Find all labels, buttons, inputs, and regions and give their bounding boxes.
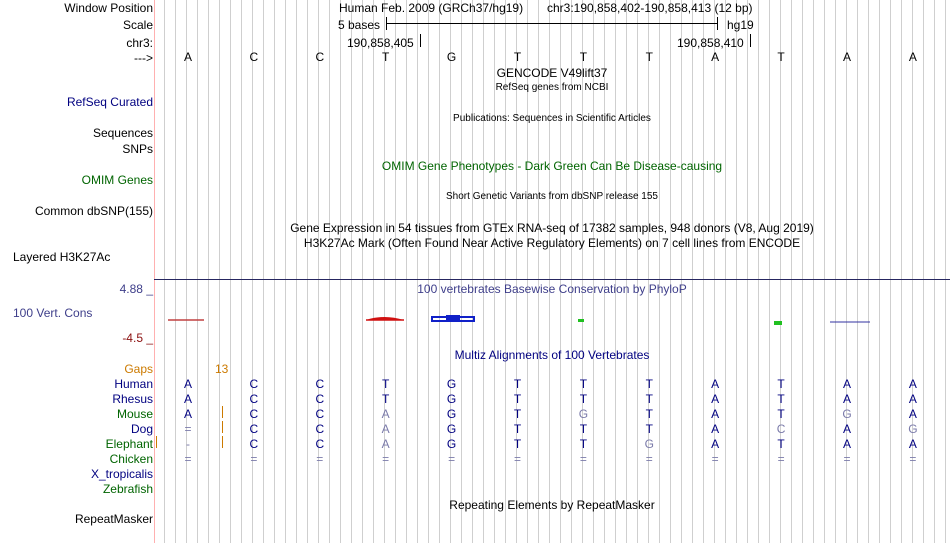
- alignment-base: A: [711, 407, 720, 421]
- gridline: [901, 0, 902, 543]
- gridline: [417, 0, 418, 543]
- scale-bar-left-tick: [386, 17, 387, 30]
- alignment-base: A: [711, 392, 720, 406]
- cons-bar-7: [578, 319, 584, 322]
- gridline: [736, 0, 737, 543]
- cons-bar-10: [774, 321, 782, 325]
- gridline: [164, 0, 165, 543]
- track-label-conservation[interactable]: 100 Vert. Cons: [13, 306, 93, 320]
- gridline: [747, 0, 748, 543]
- gridline: [340, 0, 341, 543]
- alignment-base: T: [645, 407, 653, 421]
- assembly-title: Human Feb. 2009 (GRCh37/hg19): [339, 1, 524, 15]
- track-label-gaps[interactable]: Gaps: [124, 362, 153, 376]
- alignment-base: =: [843, 452, 851, 466]
- alignment-base: =: [777, 452, 785, 466]
- base-letter: T: [382, 50, 390, 64]
- alignment-base: A: [842, 392, 852, 406]
- gridline: [362, 0, 363, 543]
- gridline: [175, 0, 176, 543]
- gridline: [615, 0, 616, 543]
- base-letter: C: [249, 50, 259, 64]
- gridline: [472, 0, 473, 543]
- gridline: [483, 0, 484, 543]
- alignment-base: A: [381, 437, 390, 451]
- gridline: [373, 0, 374, 543]
- base-letter: T: [579, 50, 588, 64]
- scale-bar-right-tick: [717, 17, 718, 30]
- gridline: [791, 0, 792, 543]
- base-letter: T: [645, 50, 653, 64]
- gridline: [890, 0, 891, 543]
- label-divider: [154, 0, 155, 543]
- gap-mark-elephant-a: [222, 436, 223, 448]
- alignment-base: T: [777, 377, 785, 391]
- gridline: [857, 0, 858, 543]
- alignment-base: T: [579, 422, 588, 436]
- coord-left: 190,858,405: [347, 36, 414, 50]
- alignment-base: T: [579, 392, 588, 406]
- alignment-base: G: [446, 422, 457, 436]
- gridline: [923, 0, 924, 543]
- alignment-base: C: [249, 407, 259, 421]
- track-label-refseq[interactable]: RefSeq Curated: [66, 95, 153, 109]
- gridline: [208, 0, 209, 543]
- gridline: [626, 0, 627, 543]
- gridline: [758, 0, 759, 543]
- track-image-panel[interactable]: [154, 0, 950, 543]
- conservation-title: 100 vertebrates Basewise Conservation by PhyloP: [417, 282, 687, 296]
- omim-title: OMIM Gene Phenotypes - Dark Green Can Be Disease-causing: [381, 159, 723, 173]
- track-label-dbsnp[interactable]: Common dbSNP(155): [34, 204, 153, 218]
- track-label-sequences[interactable]: Sequences: [92, 126, 153, 140]
- species-label-chicken[interactable]: Chicken: [109, 452, 153, 466]
- track-label-snps[interactable]: SNPs: [122, 142, 153, 156]
- gridline: [835, 0, 836, 543]
- alignment-base: =: [184, 422, 192, 436]
- alignment-base: A: [711, 437, 720, 451]
- gridline: [659, 0, 660, 543]
- species-label-mouse[interactable]: Mouse: [116, 407, 153, 421]
- gridline: [769, 0, 770, 543]
- gridline: [824, 0, 825, 543]
- conservation-wiggle: [154, 305, 950, 335]
- base-letter: A: [711, 50, 720, 64]
- gridline: [802, 0, 803, 543]
- alignment-base: G: [446, 392, 457, 406]
- repeatmasker-title: Repeating Elements by RepeatMasker: [449, 498, 655, 512]
- alignment-base: C: [776, 422, 786, 436]
- alignment-base: A: [908, 392, 917, 406]
- gridline: [351, 0, 352, 543]
- alignment-base: T: [513, 422, 522, 436]
- alignment-base: T: [513, 437, 522, 451]
- strand-label[interactable]: --->: [134, 51, 153, 65]
- gridline: [681, 0, 682, 543]
- alignment-base: G: [908, 422, 918, 436]
- multiz-title: Multiz Alignments of 100 Vertebrates: [454, 348, 650, 362]
- alignment-base: =: [250, 452, 258, 466]
- gridline: [395, 0, 396, 543]
- coord-right-tick: [750, 34, 751, 47]
- alignment-base: A: [381, 422, 390, 436]
- alignment-base: C: [315, 422, 325, 436]
- gridline: [428, 0, 429, 543]
- gridline: [219, 0, 220, 543]
- gridline: [406, 0, 407, 543]
- species-label-elephant[interactable]: Elephant: [105, 437, 153, 451]
- track-label-omim[interactable]: OMIM Genes: [81, 173, 153, 187]
- base-letter: A: [842, 50, 852, 64]
- alignment-base: C: [249, 437, 259, 451]
- gridline: [813, 0, 814, 543]
- alignment-base: =: [909, 452, 917, 466]
- alignment-base: C: [249, 392, 259, 406]
- alignment-base: =: [513, 452, 522, 466]
- gridline: [296, 0, 297, 543]
- alignment-base: T: [579, 377, 588, 391]
- alignment-base: G: [446, 377, 457, 391]
- gridline: [230, 0, 231, 543]
- window-position-label: Window Position: [64, 1, 153, 15]
- gridline: [274, 0, 275, 543]
- alignment-base: T: [777, 392, 785, 406]
- gridline: [670, 0, 671, 543]
- gridline: [241, 0, 242, 543]
- gridline: [637, 0, 638, 543]
- gridline: [868, 0, 869, 543]
- alignment-base: T: [513, 392, 522, 406]
- alignment-base: A: [908, 377, 917, 391]
- gtex-title: Gene Expression in 54 tissues from GTEx RNA-seq of 17382 samples, 948 donors (V8, Aug 2019): [290, 221, 814, 235]
- gap-mark-mouse: [222, 406, 223, 418]
- cons-max-label: 4.88 _: [119, 282, 153, 296]
- gridline: [703, 0, 704, 543]
- alignment-base: T: [382, 377, 390, 391]
- species-label-dog[interactable]: Dog: [130, 422, 153, 436]
- alignment-base: G: [578, 407, 589, 421]
- alignment-base: =: [448, 452, 456, 466]
- gridline: [934, 0, 935, 543]
- refseq-subtitle: RefSeq genes from NCBI: [495, 82, 609, 93]
- gap-mark-elephant-b: [156, 436, 157, 448]
- alignment-base: A: [842, 377, 852, 391]
- alignment-base: A: [842, 437, 852, 451]
- alignment-base: =: [316, 452, 324, 466]
- dbsnp-title: Short Genetic Variants from dbSNP release 155: [446, 191, 658, 202]
- alignment-base: T: [513, 377, 522, 391]
- gridline: [197, 0, 198, 543]
- base-letter: T: [513, 50, 522, 64]
- coord-right: 190,858,410: [677, 36, 744, 50]
- alignment-base: T: [777, 407, 785, 421]
- scale-db: hg19: [727, 18, 754, 32]
- alignment-base: A: [183, 407, 193, 421]
- alignment-base: -: [186, 437, 190, 451]
- gencode-title: GENCODE V49lift37: [496, 66, 608, 80]
- alignment-base: T: [579, 437, 588, 451]
- gridline: [945, 0, 946, 543]
- species-label-human[interactable]: Human: [114, 377, 153, 391]
- base-letter: T: [777, 50, 785, 64]
- alignment-base: G: [446, 407, 457, 421]
- base-letter: G: [446, 50, 457, 64]
- alignment-base: A: [908, 407, 917, 421]
- track-separator: [154, 279, 950, 280]
- alignment-base: =: [184, 452, 192, 466]
- alignment-base: T: [645, 392, 653, 406]
- alignment-base: A: [711, 422, 720, 436]
- gridline: [263, 0, 264, 543]
- species-label-zebrafish[interactable]: Zebrafish: [102, 482, 153, 496]
- chrom-label: chr3:: [126, 36, 153, 50]
- coord-left-tick: [420, 34, 421, 47]
- gridline: [285, 0, 286, 543]
- alignment-base: =: [382, 452, 390, 466]
- gridline: [329, 0, 330, 543]
- scale-bar: [386, 23, 717, 24]
- scale-label: Scale: [122, 18, 153, 32]
- track-label-h3k27ac[interactable]: Layered H3K27Ac: [13, 250, 111, 264]
- alignment-base: A: [711, 377, 720, 391]
- alignment-base: =: [579, 452, 587, 466]
- gridline: [307, 0, 308, 543]
- alignment-base: C: [315, 392, 325, 406]
- alignment-base: A: [183, 392, 193, 406]
- alignment-base: C: [249, 422, 259, 436]
- alignment-base: A: [908, 437, 917, 451]
- alignment-base: T: [645, 422, 653, 436]
- alignment-base: C: [315, 377, 325, 391]
- position-title: chr3:190,858,402-190,858,413 (12 bp): [547, 1, 753, 15]
- alignment-base: A: [381, 407, 390, 421]
- alignment-base: A: [183, 377, 193, 391]
- alignment-base: C: [315, 437, 325, 451]
- alignment-base: T: [645, 377, 653, 391]
- alignment-base: C: [249, 377, 259, 391]
- alignment-base: =: [645, 452, 653, 466]
- gridline: [725, 0, 726, 543]
- base-letter: A: [183, 50, 193, 64]
- gaps-count: 13: [215, 362, 229, 376]
- alignment-base: C: [315, 407, 325, 421]
- base-letter: C: [315, 50, 325, 64]
- scale-text: 5 bases: [338, 18, 381, 32]
- publications-title: Publications: Sequences in Scientific Articles: [453, 113, 651, 124]
- alignment-base: G: [842, 407, 852, 421]
- species-label-x-tropicalis[interactable]: X_tropicalis: [90, 467, 153, 481]
- alignment-base: A: [842, 422, 852, 436]
- gridline: [461, 0, 462, 543]
- base-letter: A: [908, 50, 917, 64]
- gap-mark-dog: [222, 421, 223, 433]
- alignment-base: T: [777, 437, 785, 451]
- track-label-repeatmasker[interactable]: RepeatMasker: [74, 512, 153, 526]
- alignment-base: =: [711, 452, 719, 466]
- alignment-base: G: [446, 437, 457, 451]
- species-label-rhesus[interactable]: Rhesus: [112, 392, 153, 406]
- alignment-base: G: [644, 437, 654, 451]
- cons-min-label: -4.5 _: [122, 331, 153, 345]
- gridline: [692, 0, 693, 543]
- gridline: [879, 0, 880, 543]
- h3k27ac-title: H3K27Ac Mark (Often Found Near Active Regulatory Elements) on 7 cell lines from ENCODE: [303, 236, 801, 250]
- alignment-base: T: [382, 392, 390, 406]
- gridline: [439, 0, 440, 543]
- alignment-base: T: [513, 407, 522, 421]
